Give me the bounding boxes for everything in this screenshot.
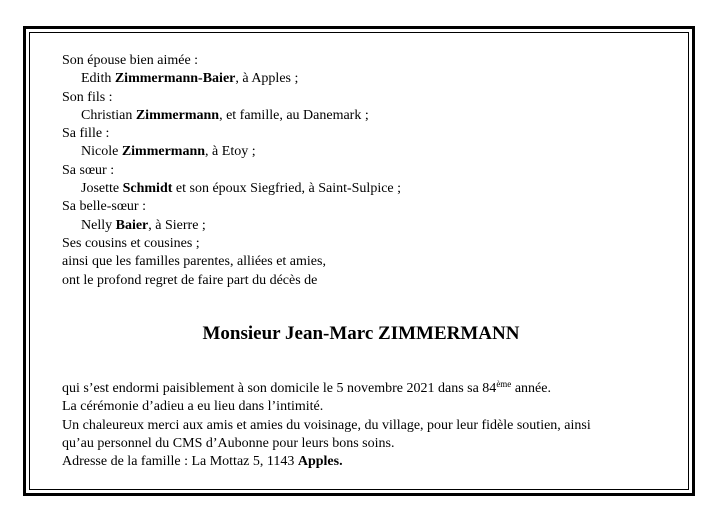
family-member-spouse (62, 70, 682, 88)
member-first-name: Nicole (81, 144, 122, 160)
family-member-daughter (62, 143, 682, 161)
cousins-line: Ses cousins et cousines ; (62, 235, 200, 251)
death-line (62, 380, 682, 398)
family-heading-sister-in-law: Sa belle-sœur : (62, 199, 146, 215)
member-detail: , à Etoy ; (205, 144, 256, 160)
member-detail: , à Sierre ; (148, 217, 206, 233)
family-member-sister-in-law (62, 217, 682, 235)
address-line (62, 453, 682, 471)
death-line-text: qui s’est endormi paisiblement à son domicile le 5 novembre 2021 dans sa 84 (62, 381, 497, 396)
thanks-line-1: Un chaleureux merci aux amis et amies du voisinage, du village, pour leur fidèle soutien, ainsi (62, 417, 591, 433)
ceremony-line: La cérémonie d’adieu a eu lieu dans l’intimité. (62, 399, 324, 415)
closing-text (62, 380, 682, 471)
thanks-line-2: qu’au personnel du CMS d’Aubonne pour leurs bons soins. (62, 435, 395, 451)
family-member-sister (62, 180, 682, 198)
member-detail: , à Apples ; (235, 71, 299, 87)
member-surname: Zimmermann (121, 144, 206, 160)
member-first-name: Nelly (81, 217, 116, 233)
member-surname: Baier (115, 217, 149, 233)
member-detail: , et famille, au Danemark ; (219, 107, 369, 123)
member-detail: et son époux Siegfried, à Saint-Sulpice ; (172, 181, 402, 197)
family-heading-spouse: Son épouse bien aimée : (62, 53, 199, 68)
family-member-son (62, 107, 682, 125)
announcement-line: ont le profond regret de faire part du décès de (62, 272, 318, 288)
family-heading-daughter: Sa fille : (62, 126, 110, 142)
member-surname: Schmidt (122, 181, 173, 197)
death-line-end: année. (511, 381, 551, 396)
member-surname: Zimmermann (135, 107, 220, 123)
member-first-name: Josette (81, 181, 123, 197)
family-heading-sister: Sa sœur : (62, 162, 115, 178)
deceased-name: Monsieur Jean-Marc ZIMMERMANN (202, 323, 520, 344)
member-first-name: Christian (81, 107, 136, 123)
member-surname: Zimmermann-Baier (114, 71, 236, 87)
families-line: ainsi que les familles parentes, alliées et amies, (62, 254, 326, 270)
member-first-name: Edith (81, 71, 115, 87)
family-heading-son: Son fils : (62, 89, 113, 105)
family-list (62, 52, 682, 290)
ordinal-suffix: ème (496, 379, 512, 389)
address-town: Apples. (297, 454, 343, 470)
address-text: Adresse de la famille : La Mottaz 5, 1143 (62, 454, 298, 470)
